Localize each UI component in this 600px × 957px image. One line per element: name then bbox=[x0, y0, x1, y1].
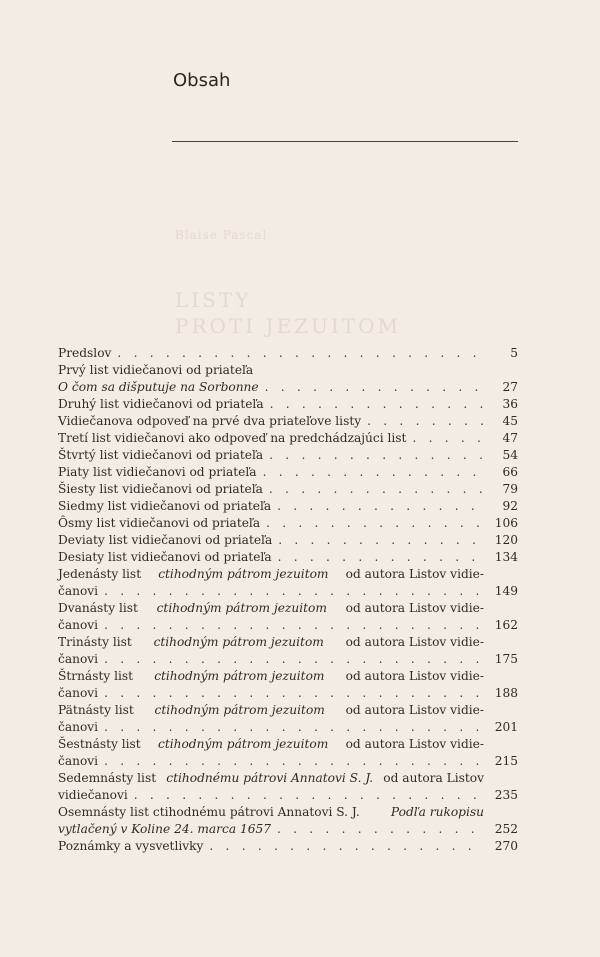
toc-entry bbox=[58, 464, 518, 481]
toc-entry-line-2 bbox=[58, 685, 518, 702]
toc-page-number: 36 bbox=[502, 397, 518, 411]
toc-entry-line-1 bbox=[58, 634, 518, 651]
toc-entry-title-rest: od autora Listov vidie- bbox=[345, 567, 484, 581]
toc-entry-title: Prvý list vidiečanovi od priateľa bbox=[58, 363, 254, 377]
toc-page-number: 47 bbox=[502, 431, 518, 445]
toc-entry-title: Druhý list vidiečanovi od priateľa bbox=[58, 397, 264, 411]
toc-entry-title: Dvanásty list bbox=[58, 601, 138, 615]
toc-page-number: 252 bbox=[494, 822, 518, 836]
toc-entry bbox=[58, 396, 518, 413]
toc-entry-continuation: čanovi bbox=[58, 720, 99, 734]
toc-entry-title: Desiaty list vidiečanovi od priateľa bbox=[58, 550, 272, 564]
show-through-title-2: PROTI JEZUITOM bbox=[175, 314, 401, 338]
toc-entry-title-italic: ctihodným pátrom jezuitom bbox=[158, 737, 329, 751]
toc-entry-title-italic: ctihodnému pátrovi Annatovi S. J. bbox=[166, 771, 374, 785]
toc-entry-line-2 bbox=[58, 753, 518, 770]
toc-page-number: 79 bbox=[502, 482, 518, 496]
toc-leader-dots bbox=[98, 719, 484, 736]
toc-entry-prvy-list bbox=[58, 362, 518, 379]
toc-entry-line-1 bbox=[58, 702, 518, 719]
toc-entry-title: Štrnásty list bbox=[58, 669, 134, 683]
toc-entry-line-1 bbox=[58, 668, 518, 685]
toc-entry bbox=[58, 447, 518, 464]
toc-entry-title: Poznámky a vysvetlivky bbox=[58, 839, 204, 853]
toc-entry bbox=[58, 532, 518, 549]
toc-entry-line-2 bbox=[58, 821, 518, 838]
toc-leader-dots bbox=[98, 651, 484, 668]
toc-entry-title-italic: ctihodným pátrom jezuitom bbox=[154, 703, 325, 717]
toc-leader-dots bbox=[263, 447, 484, 464]
toc-page-number: 270 bbox=[494, 839, 518, 853]
toc-entry-line-1 bbox=[58, 736, 518, 753]
toc-entry-title-italic: ctihodným pátrom jezuitom bbox=[153, 635, 324, 649]
toc-entry-title-rest: od autora Listov vidie- bbox=[345, 635, 484, 649]
title-rule bbox=[172, 141, 518, 142]
toc-entry-title: Sedemnásty list bbox=[58, 771, 157, 785]
page-title: Obsah bbox=[173, 70, 231, 91]
toc-entry-line-2 bbox=[58, 719, 518, 736]
toc-entry-title: Štvrtý list vidiečanovi od priateľa bbox=[58, 448, 264, 462]
toc-leader-dots bbox=[128, 787, 484, 804]
toc-entry-continuation: vytlačený v Koline 24. marca 1657 bbox=[58, 822, 271, 836]
toc-leader-dots bbox=[203, 838, 484, 855]
toc-entry-title: Trinásty list bbox=[58, 635, 132, 649]
toc-entry-predslov bbox=[58, 345, 518, 362]
toc-leader-dots bbox=[98, 617, 484, 634]
toc-entry-title: Jedenásty list bbox=[58, 567, 142, 581]
toc-entry-line-1 bbox=[58, 600, 518, 617]
toc-entry bbox=[58, 549, 518, 566]
toc-entry-title-italic: ctihodným pátrom jezuitom bbox=[154, 669, 325, 683]
toc-entry-line-2 bbox=[58, 617, 518, 634]
toc-entry-line-1 bbox=[58, 804, 518, 821]
toc-entry-poznamky bbox=[58, 838, 518, 855]
toc-page-number: 175 bbox=[494, 652, 518, 666]
toc-page-number: 134 bbox=[494, 550, 518, 564]
toc-page-number: 92 bbox=[502, 499, 518, 513]
toc-entry-title: Šiesty list vidiečanovi od priateľa bbox=[58, 482, 263, 496]
toc-entry-title: Siedmy list vidiečanovi od priateľa bbox=[58, 499, 272, 513]
toc-entry bbox=[58, 413, 518, 430]
toc-entry-continuation: čanovi bbox=[58, 584, 99, 598]
toc-page-number: 27 bbox=[502, 380, 518, 394]
toc-entry-line-2 bbox=[58, 787, 518, 804]
toc-entry-continuation: čanovi bbox=[58, 754, 99, 768]
toc-leader-dots bbox=[259, 379, 484, 396]
toc-entry-title-italic: ctihodným pátrom jezuitom bbox=[156, 601, 327, 615]
toc-leader-dots bbox=[272, 532, 484, 549]
toc-entry-title: Ôsmy list vidiečanovi od priateľa bbox=[58, 516, 261, 530]
toc-leader-dots bbox=[264, 396, 484, 413]
toc-page-number: 120 bbox=[494, 533, 518, 547]
toc-page-number: 162 bbox=[494, 618, 518, 632]
toc-page-number: 235 bbox=[494, 788, 518, 802]
toc-entry-title: Šestnásty list bbox=[58, 737, 141, 751]
toc-entry-line-1 bbox=[58, 566, 518, 583]
toc-page-number: 201 bbox=[494, 720, 518, 734]
toc-entry bbox=[58, 498, 518, 515]
toc-entry-title: Vidiečanova odpoveď na prvé dva priateľove listy bbox=[58, 414, 362, 428]
toc-entry-continuation: čanovi bbox=[58, 652, 99, 666]
toc-page-number: 5 bbox=[510, 346, 518, 360]
toc-entry-title-italic: ctihodným pátrom jezuitom bbox=[158, 567, 329, 581]
toc-entry-continuation: vidiečanovi bbox=[58, 788, 128, 802]
toc-entry-title: Deviaty list vidiečanovi od priateľa bbox=[58, 533, 273, 547]
toc-entry-title-rest: od autora Listov vidie- bbox=[345, 703, 484, 717]
toc-entry-title: Pätnásty list bbox=[58, 703, 134, 717]
toc-page-number: 215 bbox=[494, 754, 518, 768]
toc-page-number: 106 bbox=[494, 516, 518, 530]
toc-leader-dots bbox=[98, 685, 484, 702]
toc-entry-title: Predslov bbox=[58, 346, 112, 360]
toc-entry-title: Tretí list vidiečanovi ako odpoveď na predchádzajúci list bbox=[58, 431, 407, 445]
toc-entry-title-rest: od autora Listov vidie- bbox=[345, 669, 484, 683]
toc-entry-line-1 bbox=[58, 770, 518, 787]
table-of-contents bbox=[58, 345, 518, 855]
toc-leader-dots bbox=[271, 498, 484, 515]
toc-entry-title-rest: od autora Listov vidie- bbox=[345, 737, 484, 751]
show-through-title-1: LISTY bbox=[175, 288, 252, 312]
toc-page-number: 66 bbox=[502, 465, 518, 479]
toc-entry bbox=[58, 481, 518, 498]
toc-leader-dots bbox=[271, 821, 484, 838]
toc-entry-title: Piaty list vidiečanovi od priateľa bbox=[58, 465, 257, 479]
toc-entry-continuation: čanovi bbox=[58, 618, 99, 632]
toc-entry bbox=[58, 515, 518, 532]
toc-leader-dots bbox=[98, 583, 484, 600]
toc-entry-continuation: čanovi bbox=[58, 686, 99, 700]
toc-leader-dots bbox=[406, 430, 484, 447]
toc-entry-title-rest: od autora Listov bbox=[383, 771, 484, 785]
toc-leader-dots bbox=[263, 481, 484, 498]
toc-entry-prvy-list-subtitle bbox=[58, 379, 518, 396]
toc-page-number: 188 bbox=[494, 686, 518, 700]
toc-entry-title-italic: Podľa rukopisu bbox=[390, 805, 484, 819]
toc-leader-dots bbox=[98, 753, 484, 770]
toc-page-number: 45 bbox=[502, 414, 518, 428]
toc-page-number: 54 bbox=[502, 448, 518, 462]
toc-entry-title-rest: od autora Listov vidie- bbox=[345, 601, 484, 615]
toc-page-number: 149 bbox=[494, 584, 518, 598]
toc-leader-dots bbox=[257, 464, 484, 481]
toc-entry-title: Osemnásty list ctihodnému pátrovi Annatovi S. J. bbox=[58, 805, 360, 819]
toc-leader-dots bbox=[260, 515, 484, 532]
toc-leader-dots bbox=[111, 345, 484, 362]
toc-leader-dots bbox=[361, 413, 484, 430]
toc-entry bbox=[58, 430, 518, 447]
toc-entry-title: O čom sa dišputuje na Sorbonne bbox=[58, 380, 259, 394]
toc-entry-line-2 bbox=[58, 583, 518, 600]
toc-leader-dots bbox=[272, 549, 484, 566]
show-through-author: Blaise Pascal bbox=[175, 228, 268, 242]
toc-entry-line-2 bbox=[58, 651, 518, 668]
